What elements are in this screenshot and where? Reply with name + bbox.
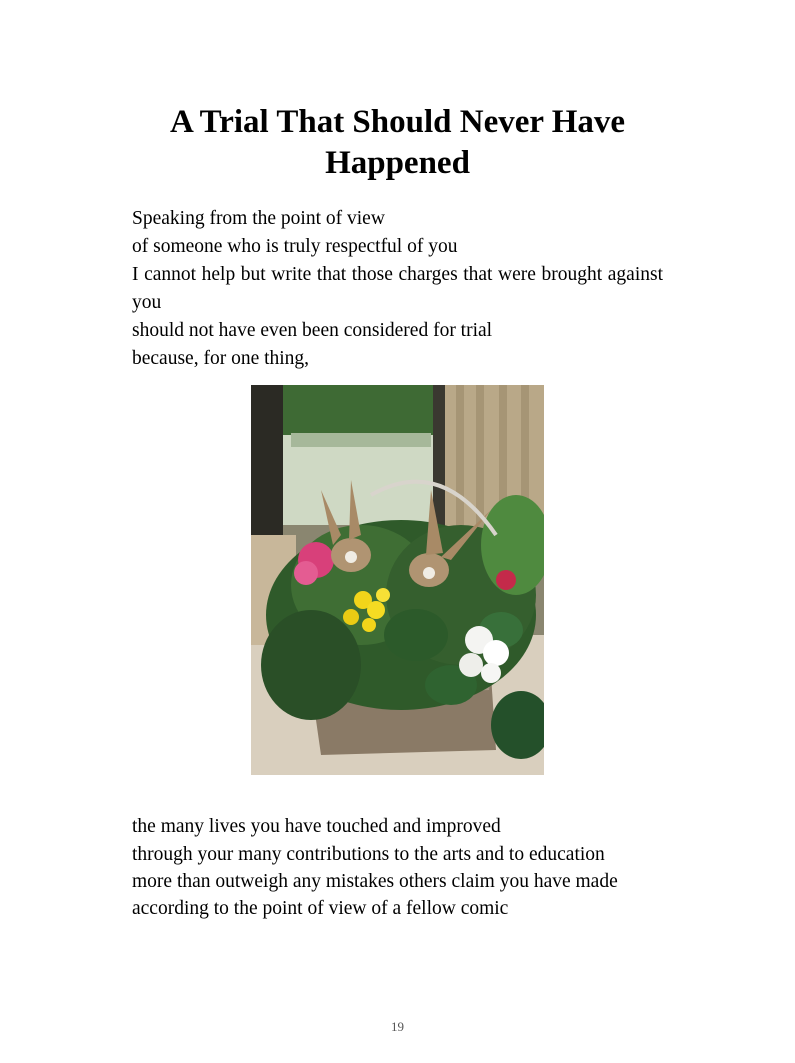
- stanza-one: [132, 205, 663, 373]
- flower-arrangement-photo: [251, 385, 544, 775]
- verse-line: Speaking from the point of view: [132, 208, 385, 229]
- verse-line: according to the point of view of a fellow comic: [132, 898, 509, 919]
- verse-line: of someone who is truly respectful of you: [132, 236, 458, 257]
- verse-line: because, for one thing,: [132, 348, 310, 369]
- verse-line: through your many contributions to the arts and to education: [132, 844, 605, 865]
- verse-line: the many lives you have touched and improved: [132, 816, 501, 837]
- title-line-1: A Trial That Should Never Have: [169, 104, 626, 140]
- verse-line: more than outweigh any mistakes others claim you have made: [132, 871, 618, 892]
- page-number: 19: [391, 1019, 404, 1034]
- verse-line: should not have even been considered for trial: [132, 320, 493, 341]
- verse-line: I cannot help but write that those charges that were brought against you: [132, 264, 663, 313]
- title-line-2: Happened: [325, 145, 470, 181]
- page-title: [132, 102, 663, 184]
- stanza-two: [132, 813, 663, 923]
